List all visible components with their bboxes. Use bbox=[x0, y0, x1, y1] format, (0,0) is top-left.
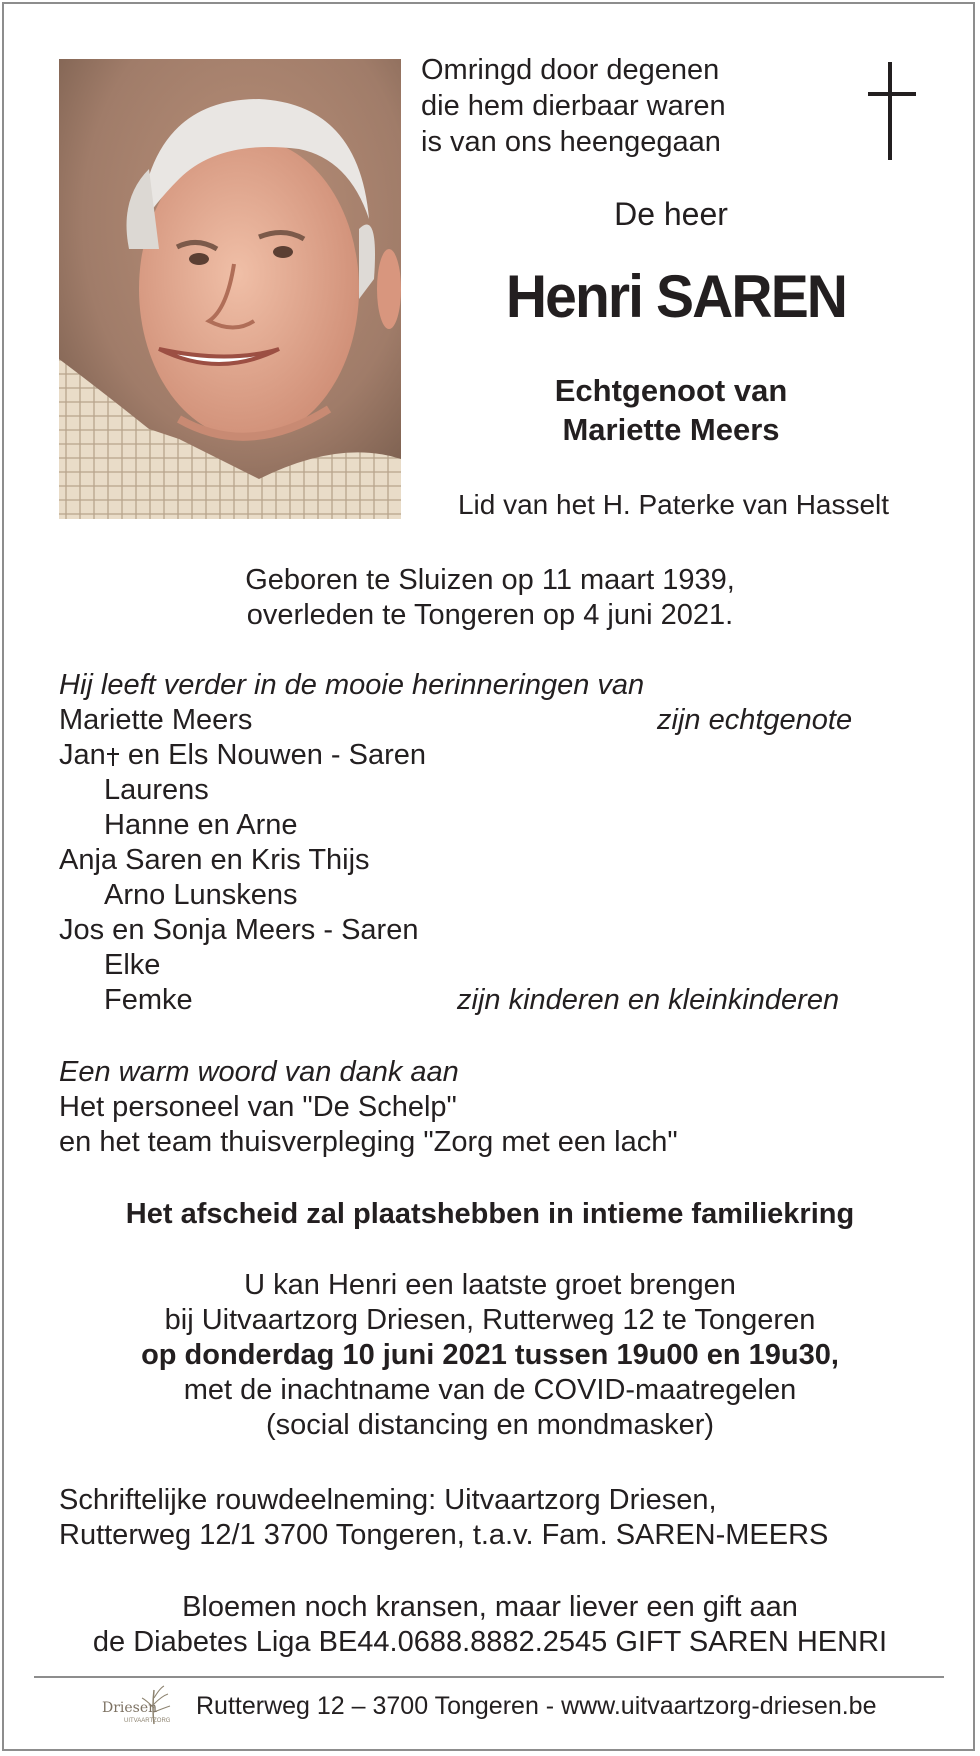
visit-line: met de inachtname van de COVID-maatregelen bbox=[183, 1374, 797, 1406]
spouse-info bbox=[421, 371, 921, 449]
family-heading: Hij leeft verder in de mooie herinneringen van bbox=[59, 669, 645, 701]
deceased-name: Henri SAREN bbox=[505, 263, 847, 330]
condolence-line: Rutterweg 12/1 3700 Tongeren, t.a.v. Fam. SAREN-MEERS bbox=[59, 1519, 829, 1551]
intro-text bbox=[421, 52, 726, 160]
membership: Lid van het H. Paterke van Hasselt bbox=[457, 489, 890, 520]
birth-line: Geboren te Sluizen op 11 maart 1939, bbox=[245, 564, 735, 596]
family-child: Jos en Sonja Meers - Saren bbox=[59, 914, 419, 946]
flowers-line: Bloemen noch kransen, maar liever een gift aan bbox=[182, 1591, 798, 1623]
child-name: Jan bbox=[59, 739, 106, 771]
footer-address: Rutterweg 12 – 3700 Tongeren - www.uitvaartzorg-driesen.be bbox=[196, 1692, 877, 1720]
honorific: De heer bbox=[614, 196, 728, 232]
visit-line: U kan Henri een laatste groet brengen bbox=[244, 1269, 736, 1301]
birth-death-info bbox=[60, 563, 920, 633]
family-children-role: zijn kinderen en kleinkinderen bbox=[457, 984, 840, 1016]
footer-divider bbox=[34, 1676, 944, 1678]
logo-subtext: UITVAARTZORG bbox=[124, 1718, 171, 1724]
death-line: overleden te Tongeren op 4 juni 2021. bbox=[246, 599, 734, 631]
intro-line: die hem dierbaar waren bbox=[421, 90, 726, 122]
visit-datetime: op donderdag 10 juni 2021 tussen 19u00 en 19u30, bbox=[141, 1339, 839, 1371]
cross-icon bbox=[860, 62, 920, 160]
family-grandchild: Laurens bbox=[104, 774, 209, 806]
visitation-info bbox=[40, 1268, 940, 1443]
spouse-line: Mariette Meers bbox=[562, 412, 780, 447]
family-child: Anja Saren en Kris Thijs bbox=[59, 844, 370, 876]
family-grandchild: Arno Lunskens bbox=[104, 879, 298, 911]
flowers-notice bbox=[40, 1590, 940, 1660]
thanks-line: en het team thuisverpleging "Zorg met een lach" bbox=[59, 1126, 678, 1158]
thanks-line: Het personeel van "De Schelp" bbox=[59, 1091, 457, 1123]
condolence-line: Schriftelijke rouwdeelneming: Uitvaartzorg Driesen, bbox=[59, 1484, 717, 1516]
logo-wordmark: Driesen bbox=[102, 1700, 158, 1716]
farewell-notice: Het afscheid zal plaatshebben in intieme familiekring bbox=[125, 1198, 855, 1230]
family-spouse: Mariette Meers bbox=[59, 704, 253, 736]
child-partner: en Els Nouwen - Saren bbox=[119, 739, 427, 771]
visit-line: (social distancing en mondmasker) bbox=[265, 1409, 715, 1441]
visit-line: bij Uitvaartzorg Driesen, Rutterweg 12 te Tongeren bbox=[164, 1304, 816, 1336]
family-grandchild: Femke bbox=[104, 984, 193, 1016]
company-logo bbox=[98, 1682, 178, 1734]
thanks-heading: Een warm woord van dank aan bbox=[59, 1056, 459, 1088]
family-spouse-role: zijn echtgenote bbox=[657, 704, 853, 736]
intro-line: Omringd door degenen bbox=[421, 54, 720, 86]
portrait-photo bbox=[59, 59, 401, 519]
flowers-line: de Diabetes Liga BE44.0688.8882.2545 GIFT SAREN HENRI bbox=[92, 1626, 888, 1658]
family-grandchild: Elke bbox=[104, 949, 161, 981]
family-child bbox=[59, 739, 426, 772]
deceased-marker-icon bbox=[106, 746, 120, 766]
intro-line: is van ons heengegaan bbox=[421, 126, 721, 158]
spouse-line: Echtgenoot van bbox=[554, 373, 788, 408]
family-grandchild: Hanne en Arne bbox=[104, 809, 298, 841]
